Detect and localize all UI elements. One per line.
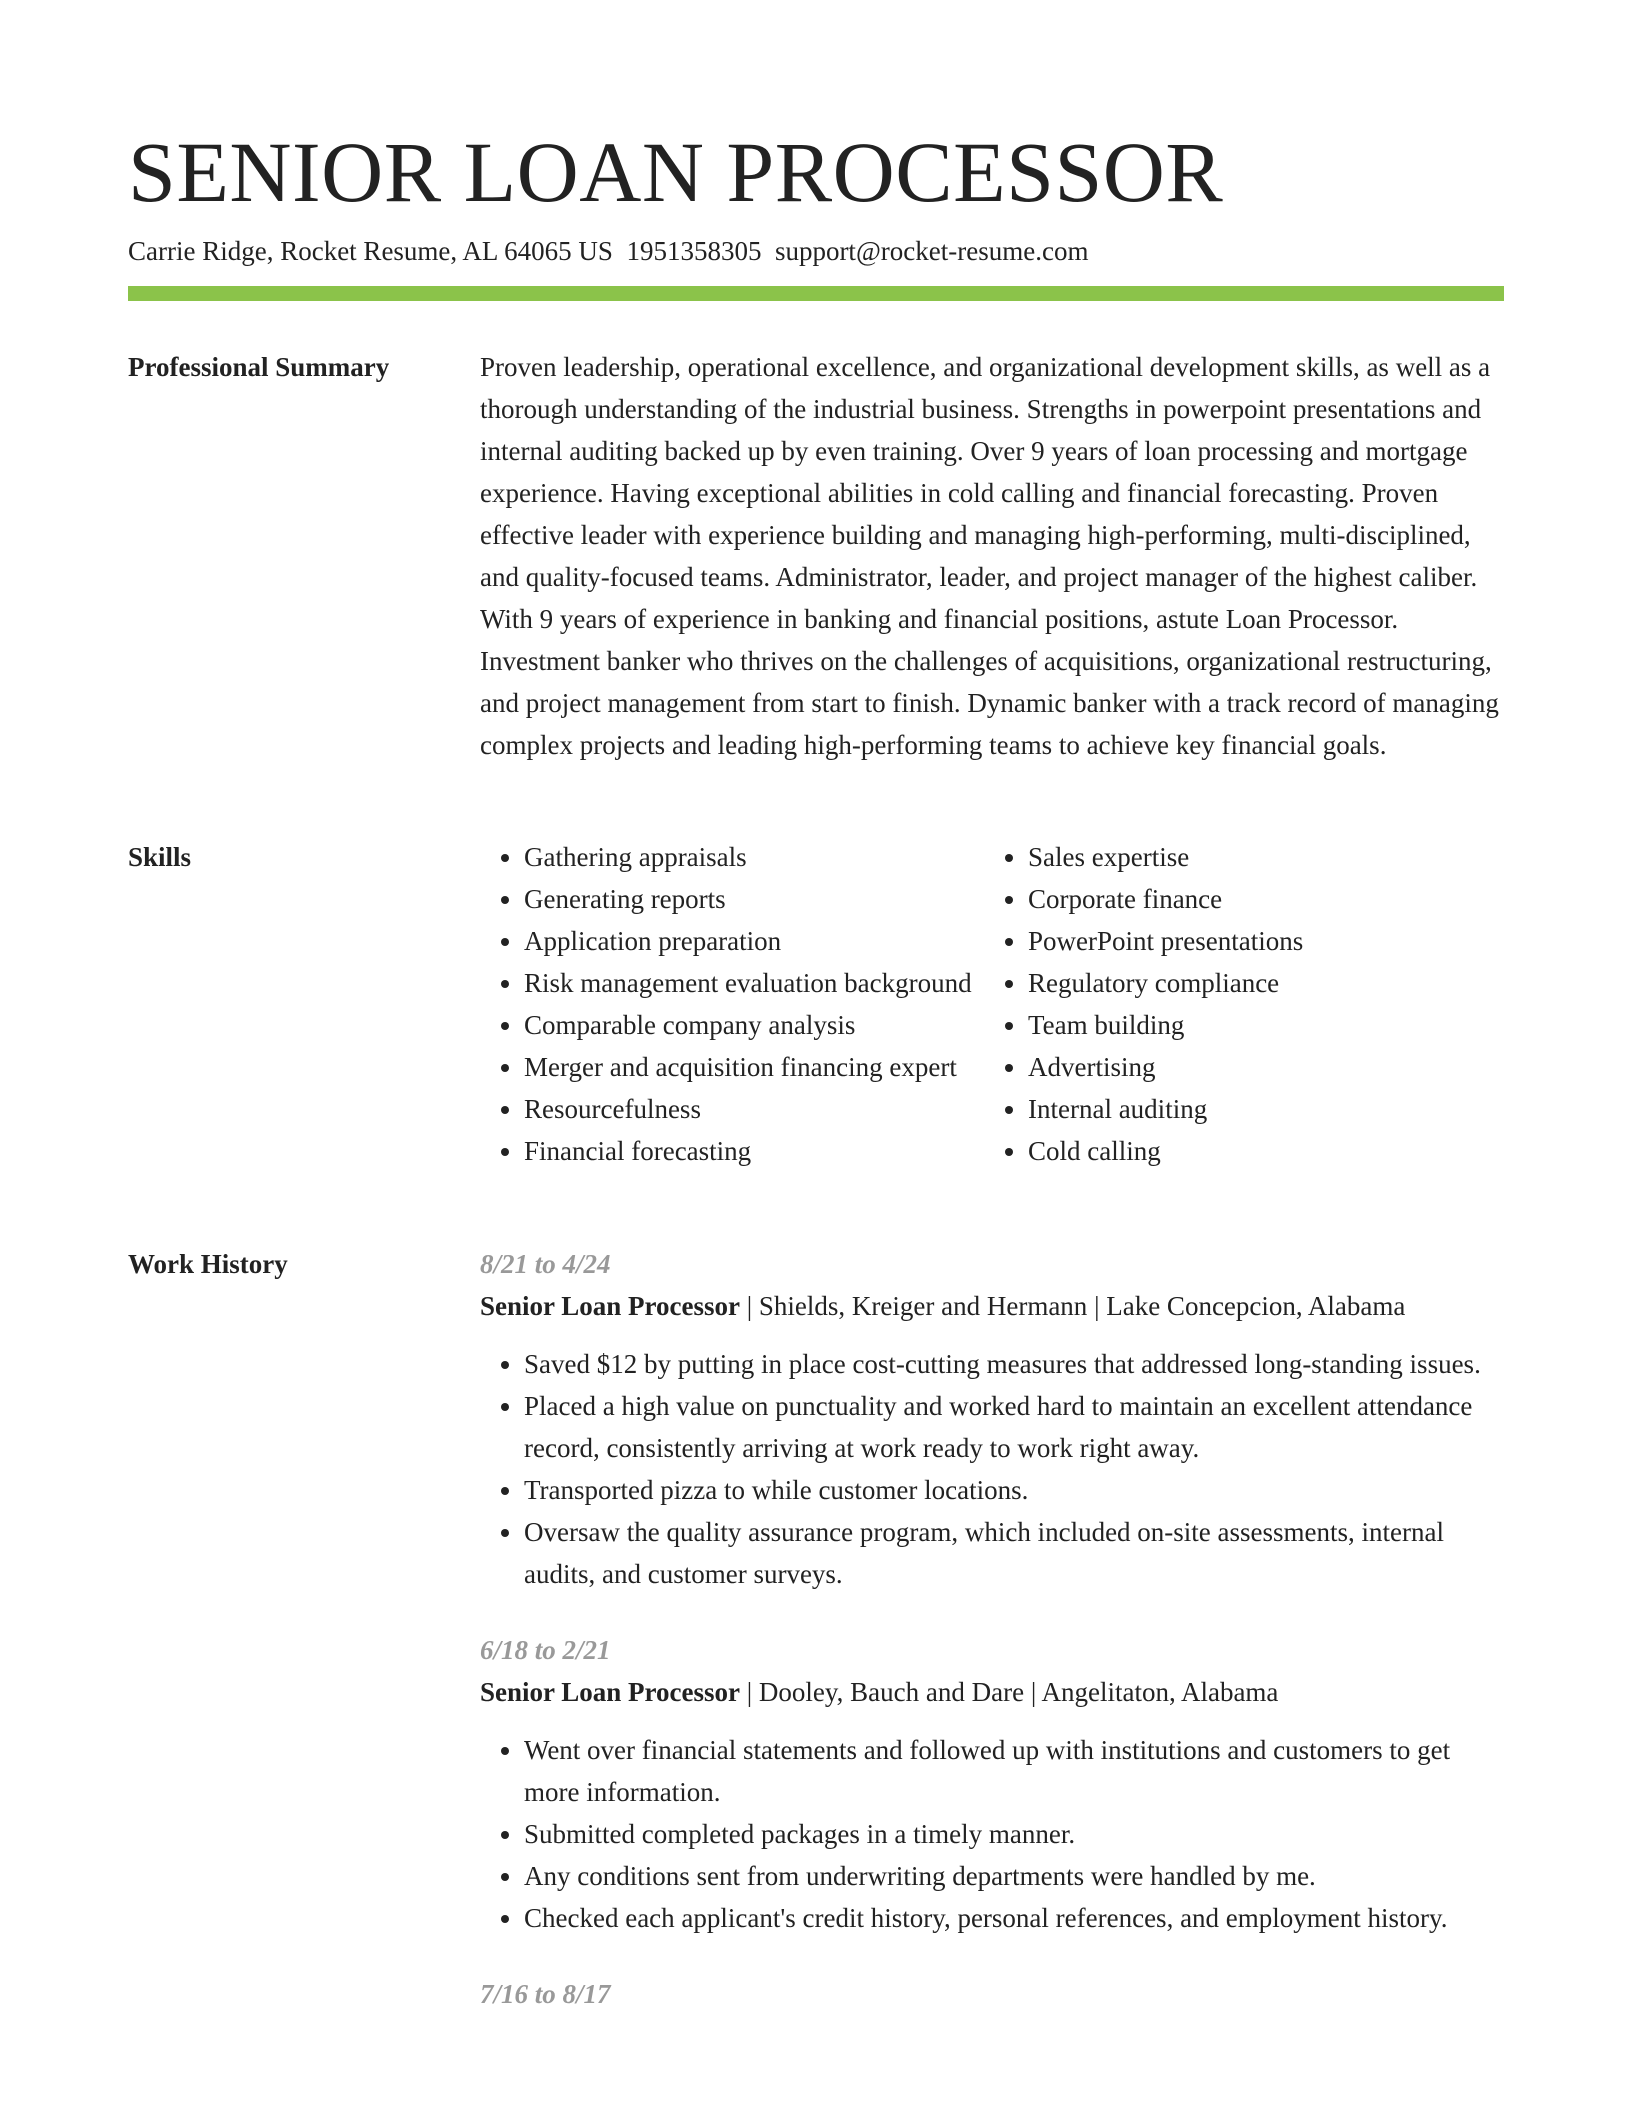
skills-heading: Skills <box>128 842 192 872</box>
job-bullets <box>480 1343 1504 1595</box>
job-company: Dooley, Bauch and Dare <box>758 1677 1025 1707</box>
job-bullet: • Oversaw the quality assurance program, which included on-site assessments, internal audits, and customer surveys. <box>524 1511 1504 1595</box>
separator: | <box>740 1677 759 1707</box>
skill-item: • Risk management evaluation background <box>524 962 984 1004</box>
skills-list-left <box>480 836 984 1172</box>
job-title: Senior Loan Processor <box>480 1677 740 1707</box>
skill-item: • Sales expertise <box>1028 836 1488 878</box>
job-header <box>480 1671 1504 1713</box>
work-history-list <box>480 1243 1504 2049</box>
separator: | <box>1024 1677 1042 1707</box>
job-company: Shields, Kreiger and Hermann <box>758 1291 1088 1321</box>
skill-item: • Advertising <box>1028 1046 1488 1088</box>
job-dates: 7/16 to 8/17 <box>480 1979 611 2009</box>
job-entry <box>480 1243 1504 1595</box>
contact-email: support@rocket-resume.com <box>774 236 1089 266</box>
job-dates: 8/21 to 4/24 <box>480 1249 611 1279</box>
job-bullets <box>480 1729 1504 1939</box>
job-bullet: • Any conditions sent from underwriting departments were handled by me. <box>524 1855 1504 1897</box>
skill-item: • Gathering appraisals <box>524 836 984 878</box>
skill-item: • PowerPoint presentations <box>1028 920 1488 962</box>
job-title: Senior Loan Processor <box>480 1291 740 1321</box>
contact-line <box>128 233 1088 269</box>
job-bullet: • Placed a high value on punctuality and worked hard to maintain an excellent attendance record, consistently arriving at work ready to work right away. <box>524 1385 1504 1469</box>
skill-item: • Financial forecasting <box>524 1130 984 1172</box>
separator: | <box>1087 1291 1107 1321</box>
candidate-name: SENIOR LOAN PROCESSOR <box>128 124 1224 220</box>
summary-heading: Professional Summary <box>128 352 390 382</box>
skill-item: • Comparable company analysis <box>524 1004 984 1046</box>
job-entry <box>480 1629 1504 1939</box>
job-bullet: • Saved $12 by putting in place cost-cutting measures that addressed long-standing issues. <box>524 1343 1504 1385</box>
separator: | <box>740 1291 759 1321</box>
accent-divider <box>128 286 1504 301</box>
skill-item: • Generating reports <box>524 878 984 920</box>
skills-columns <box>480 836 1504 1172</box>
job-entry <box>480 1973 1504 2015</box>
skill-item: • Resourcefulness <box>524 1088 984 1130</box>
job-location: Angelitaton, Alabama <box>1041 1677 1279 1707</box>
skill-item: • Merger and acquisition financing expert <box>524 1046 984 1088</box>
job-bullet: • Submitted completed packages in a timely manner. <box>524 1813 1504 1855</box>
contact-phone: 1951358305 <box>626 236 762 266</box>
skill-item: • Internal auditing <box>1028 1088 1488 1130</box>
skill-item: • Application preparation <box>524 920 984 962</box>
job-bullet: • Transported pizza to while customer locations. <box>524 1469 1504 1511</box>
job-bullet: • Went over financial statements and followed up with institutions and customers to get more information. <box>524 1729 1504 1813</box>
skill-item: • Team building <box>1028 1004 1488 1046</box>
contact-address: Carrie Ridge, Rocket Resume, AL 64065 US <box>128 236 613 266</box>
job-bullet: • Checked each applicant's credit history, personal references, and employment history. <box>524 1897 1504 1939</box>
skills-list-right <box>984 836 1488 1172</box>
skill-item: • Cold calling <box>1028 1130 1488 1172</box>
skill-item: • Regulatory compliance <box>1028 962 1488 1004</box>
skill-item: • Corporate finance <box>1028 878 1488 920</box>
summary-text: Proven leadership, operational excellence, and organizational development skills, as well as a thorough understanding of the industrial business. Strengths in powerpoint presentations and internal auditing backed up by even training. Over 9 years of loan processing and mortgage experience. Having exceptional abilities in cold calling and financial forecasting. Proven effective leader with experience building and managing high-performing, multi-disciplined, and quality-focused teams. Administrator, leader, and project manager of the highest caliber. With 9 years of experience in banking and financial positions, astute Loan Processor. Investment banker who thrives on the challenges of acquisitions, organizational restructuring, and project management from start to finish. Dynamic banker with a track record of managing complex projects and leading high-performing teams to achieve key financial goals. <box>480 352 1499 760</box>
job-header <box>480 1285 1504 1327</box>
job-dates: 6/18 to 2/21 <box>480 1635 611 1665</box>
work-heading: Work History <box>128 1249 288 1279</box>
job-location: Lake Concepcion, Alabama <box>1106 1291 1406 1321</box>
